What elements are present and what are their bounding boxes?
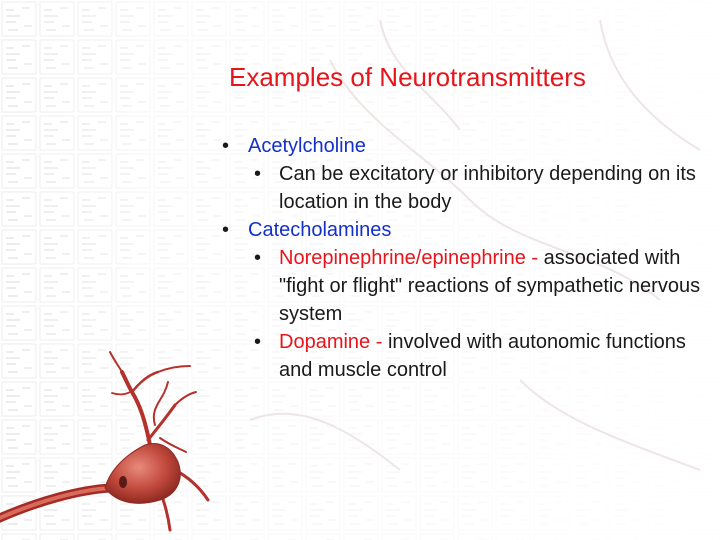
bullet-icon: • [254,247,262,269]
bullet-list [222,132,712,384]
list-item-acetylcholine [222,132,712,160]
bullet-icon: • [254,331,262,353]
slide-title: Examples of Neurotransmitters [229,62,586,92]
bullet-icon: • [254,163,262,185]
bullet-icon: • [222,219,230,241]
bullet-icon: • [222,135,230,157]
sub-item-dopamine [222,328,712,384]
sub-item-acetylcholine-description [222,160,712,216]
list-item-catecholamines [222,216,712,244]
list-item-label: Acetylcholine [248,135,366,157]
sub-item-norepinephrine [222,244,712,328]
sub-item-lead: Norepinephrine/epinephrine - [279,247,539,269]
sub-item-text: involved with autonomic functions and muscle control [279,331,686,381]
sub-item-lead: Dopamine - [279,331,383,353]
list-item-label: Catecholamines [248,219,392,241]
sub-item-text: associated with "fight or flight" reactions of sympathetic nervous system [279,247,701,325]
sub-item-text: Can be excitatory or inhibitory depending on its location in the body [279,163,696,213]
